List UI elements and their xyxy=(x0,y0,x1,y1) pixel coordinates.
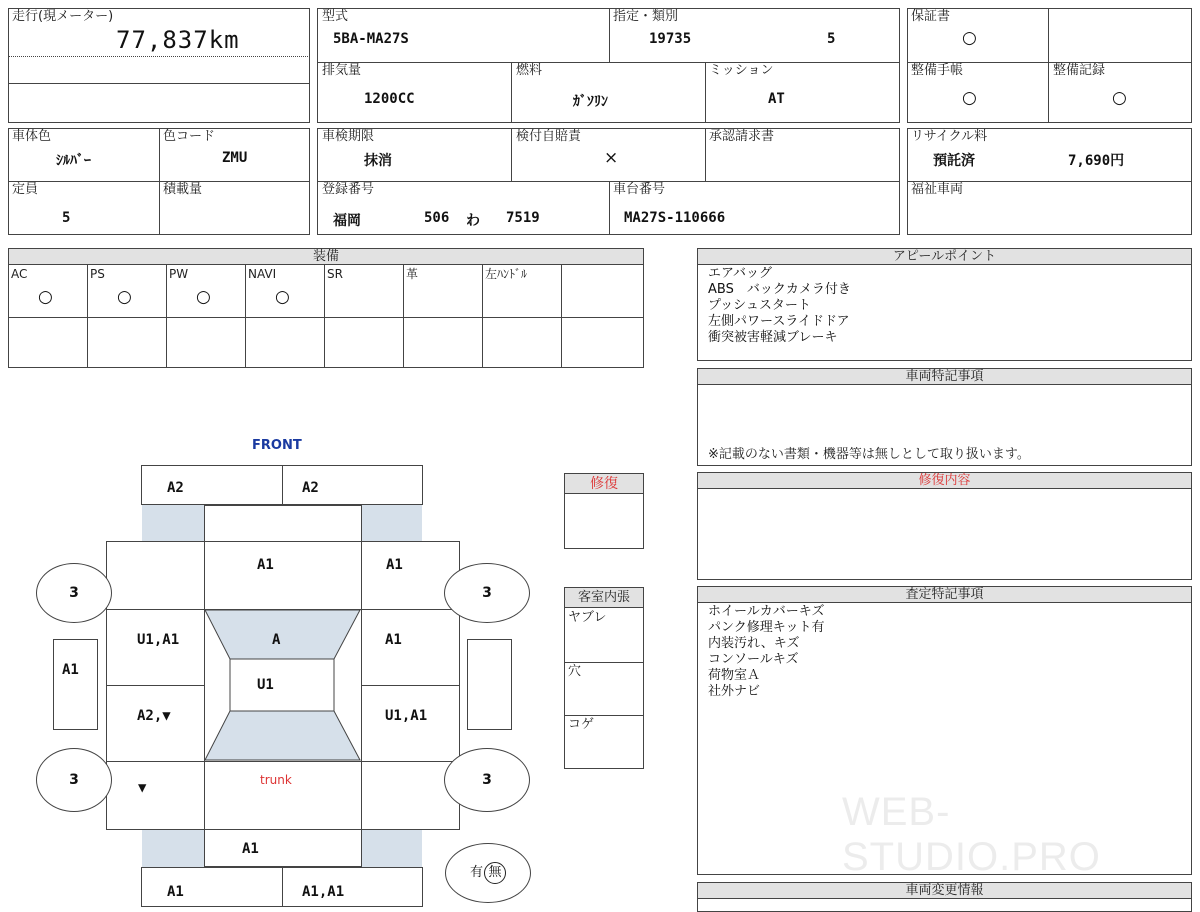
change-info-title: 車両変更情報 xyxy=(698,883,1191,899)
category-value: 5 xyxy=(827,31,836,47)
tire-rear-left: 3 xyxy=(36,748,112,812)
equipment-mark: ○ xyxy=(196,287,211,307)
mileage-value: 77,837km xyxy=(116,26,240,54)
recycle-status: 預託済 xyxy=(933,153,975,169)
grade-door-fr: A1 xyxy=(385,632,402,648)
glass-svg xyxy=(204,609,361,761)
mission-value: AT xyxy=(768,91,785,107)
equipment-mark: ○ xyxy=(117,287,132,307)
equipment-label: SR xyxy=(327,267,343,281)
windshield-glass xyxy=(205,610,360,659)
reg-number: 7519 xyxy=(506,210,540,226)
grade-door-fl: U1,A1 xyxy=(137,632,180,648)
model-value: 5BA-MA27S xyxy=(333,31,409,47)
tire-front-left: 3 xyxy=(36,563,112,623)
service-record-mark: ○ xyxy=(1112,88,1127,108)
equipment-label: 左ﾊﾝﾄﾞﾙ xyxy=(485,267,528,281)
recycle-label: リサイクル料 xyxy=(911,129,988,144)
color-label: 車体色 xyxy=(12,129,52,144)
model-label: 型式 xyxy=(322,9,349,24)
interior-item: コゲ xyxy=(568,717,595,732)
equipment-label: 革 xyxy=(406,267,419,281)
equipment-mark: ○ xyxy=(275,287,290,307)
chassis-label: 車台番号 xyxy=(613,182,666,197)
load-label: 積載量 xyxy=(163,182,203,197)
recycle-fee: 7,690円 xyxy=(1068,153,1125,169)
reg-class: 506 xyxy=(424,210,450,226)
spare-tire-indicator xyxy=(445,843,531,903)
grade-door-rl: A2,▼ xyxy=(137,708,171,724)
grade-quarter-left: ▼ xyxy=(138,780,147,796)
equipment-label: PS xyxy=(90,267,105,281)
reg-city: 福岡 xyxy=(333,213,361,229)
grade-side-left: A1 xyxy=(62,662,79,678)
text-line: エアバッグ xyxy=(708,266,772,281)
text-line: コンソールキズ xyxy=(708,652,799,667)
grade-rear-left: A1 xyxy=(167,884,184,900)
text-line: 社外ナビ xyxy=(708,684,761,699)
repair-detail-title: 修復内容 xyxy=(698,473,1191,489)
grade-door-rr: U1,A1 xyxy=(385,708,428,724)
warranty-mark: ○ xyxy=(962,28,977,48)
equipment-mark: ○ xyxy=(38,287,53,307)
displacement-value: 1200CC xyxy=(364,91,415,107)
grade-rear-gate: A1 xyxy=(242,841,259,857)
displacement-label: 排気量 xyxy=(322,63,362,78)
inspection-value: 抹消 xyxy=(364,153,392,169)
text-line: 荷物室Ａ xyxy=(708,668,761,683)
fuel-value: ｶﾞｿﾘﾝ xyxy=(573,94,608,110)
interior-title: 客室内張 xyxy=(565,588,643,608)
trunk-label: trunk xyxy=(260,773,292,787)
fuel-label: 燃料 xyxy=(516,63,543,78)
text-line: ホイールカバーキズ xyxy=(708,604,825,619)
text-line: 衝突被害軽減ブレーキ xyxy=(708,330,838,345)
color-value: ｼﾙﾊﾞｰ xyxy=(56,153,91,169)
capacity-label: 定員 xyxy=(12,182,39,197)
grade-hood: A1 xyxy=(257,557,274,573)
inspection-label: 車検期限 xyxy=(322,129,375,144)
tire-rear-right: 3 xyxy=(444,748,530,812)
vehicle-notes-title: 車両特記事項 xyxy=(698,369,1191,385)
color-code-label: 色コード xyxy=(163,129,216,144)
text-line: パンク修理キット有 xyxy=(708,620,825,635)
watermark: WEB-STUDIO.PRO xyxy=(842,790,1101,879)
designation-label: 指定・類別 xyxy=(613,9,679,24)
insurance-label: 検付自賠責 xyxy=(516,129,582,144)
mileage-label: 走行(現メーター) xyxy=(12,9,114,24)
repair-box-title: 修復 xyxy=(565,474,643,494)
grade-fender-right: A1 xyxy=(386,557,403,573)
appeal-title: アピールポイント xyxy=(698,249,1191,265)
service-record-label: 整備記録 xyxy=(1053,63,1106,78)
side-panel-right xyxy=(467,639,512,730)
interior-item: ヤブレ xyxy=(568,610,607,625)
grade-windshield: A xyxy=(272,632,281,648)
text-line: ABS バックカメラ付き xyxy=(708,282,851,297)
service-book-label: 整備手帳 xyxy=(911,63,964,78)
grade-rear-right: A1,A1 xyxy=(302,884,345,900)
spare-none: 無 xyxy=(484,862,506,884)
reg-kana: わ xyxy=(466,213,480,229)
vehicle-notes-text: ※記載のない書類・機器等は無しとして取り扱います。 xyxy=(708,447,1030,462)
roof-panel xyxy=(230,659,334,711)
insurance-mark: × xyxy=(604,148,619,168)
grade-front-right: A2 xyxy=(302,480,319,496)
warranty-label: 保証書 xyxy=(911,9,951,24)
equipment-title: 装備 xyxy=(9,249,643,265)
grade-front-left: A2 xyxy=(167,480,184,496)
equipment-label: AC xyxy=(11,267,28,281)
equipment-label: NAVI xyxy=(248,267,277,281)
spare-have: 有 xyxy=(469,865,483,880)
assessment-title: 査定特記事項 xyxy=(698,587,1191,603)
reg-label: 登録番号 xyxy=(322,182,375,197)
rear-glass xyxy=(205,711,360,760)
text-line: 左側パワースライドドア xyxy=(708,314,850,329)
approval-label: 承認請求書 xyxy=(709,129,775,144)
grade-roof: U1 xyxy=(257,677,274,693)
equipment-label: PW xyxy=(169,267,189,281)
front-label: FRONT xyxy=(252,438,302,453)
text-line: 内装汚れ、キズ xyxy=(708,636,800,651)
color-code-value: ZMU xyxy=(222,150,248,166)
capacity-value: 5 xyxy=(62,210,71,226)
welfare-label: 福祉車両 xyxy=(911,182,964,197)
text-line: プッシュスタート xyxy=(708,298,811,313)
interior-item: 穴 xyxy=(568,664,582,679)
designation-value: 19735 xyxy=(649,31,692,47)
tire-front-right: 3 xyxy=(444,563,530,623)
service-book-mark: ○ xyxy=(962,88,977,108)
chassis-value: MA27S-110666 xyxy=(624,210,726,226)
side-panel-left xyxy=(53,639,98,730)
mission-label: ミッション xyxy=(709,63,774,78)
